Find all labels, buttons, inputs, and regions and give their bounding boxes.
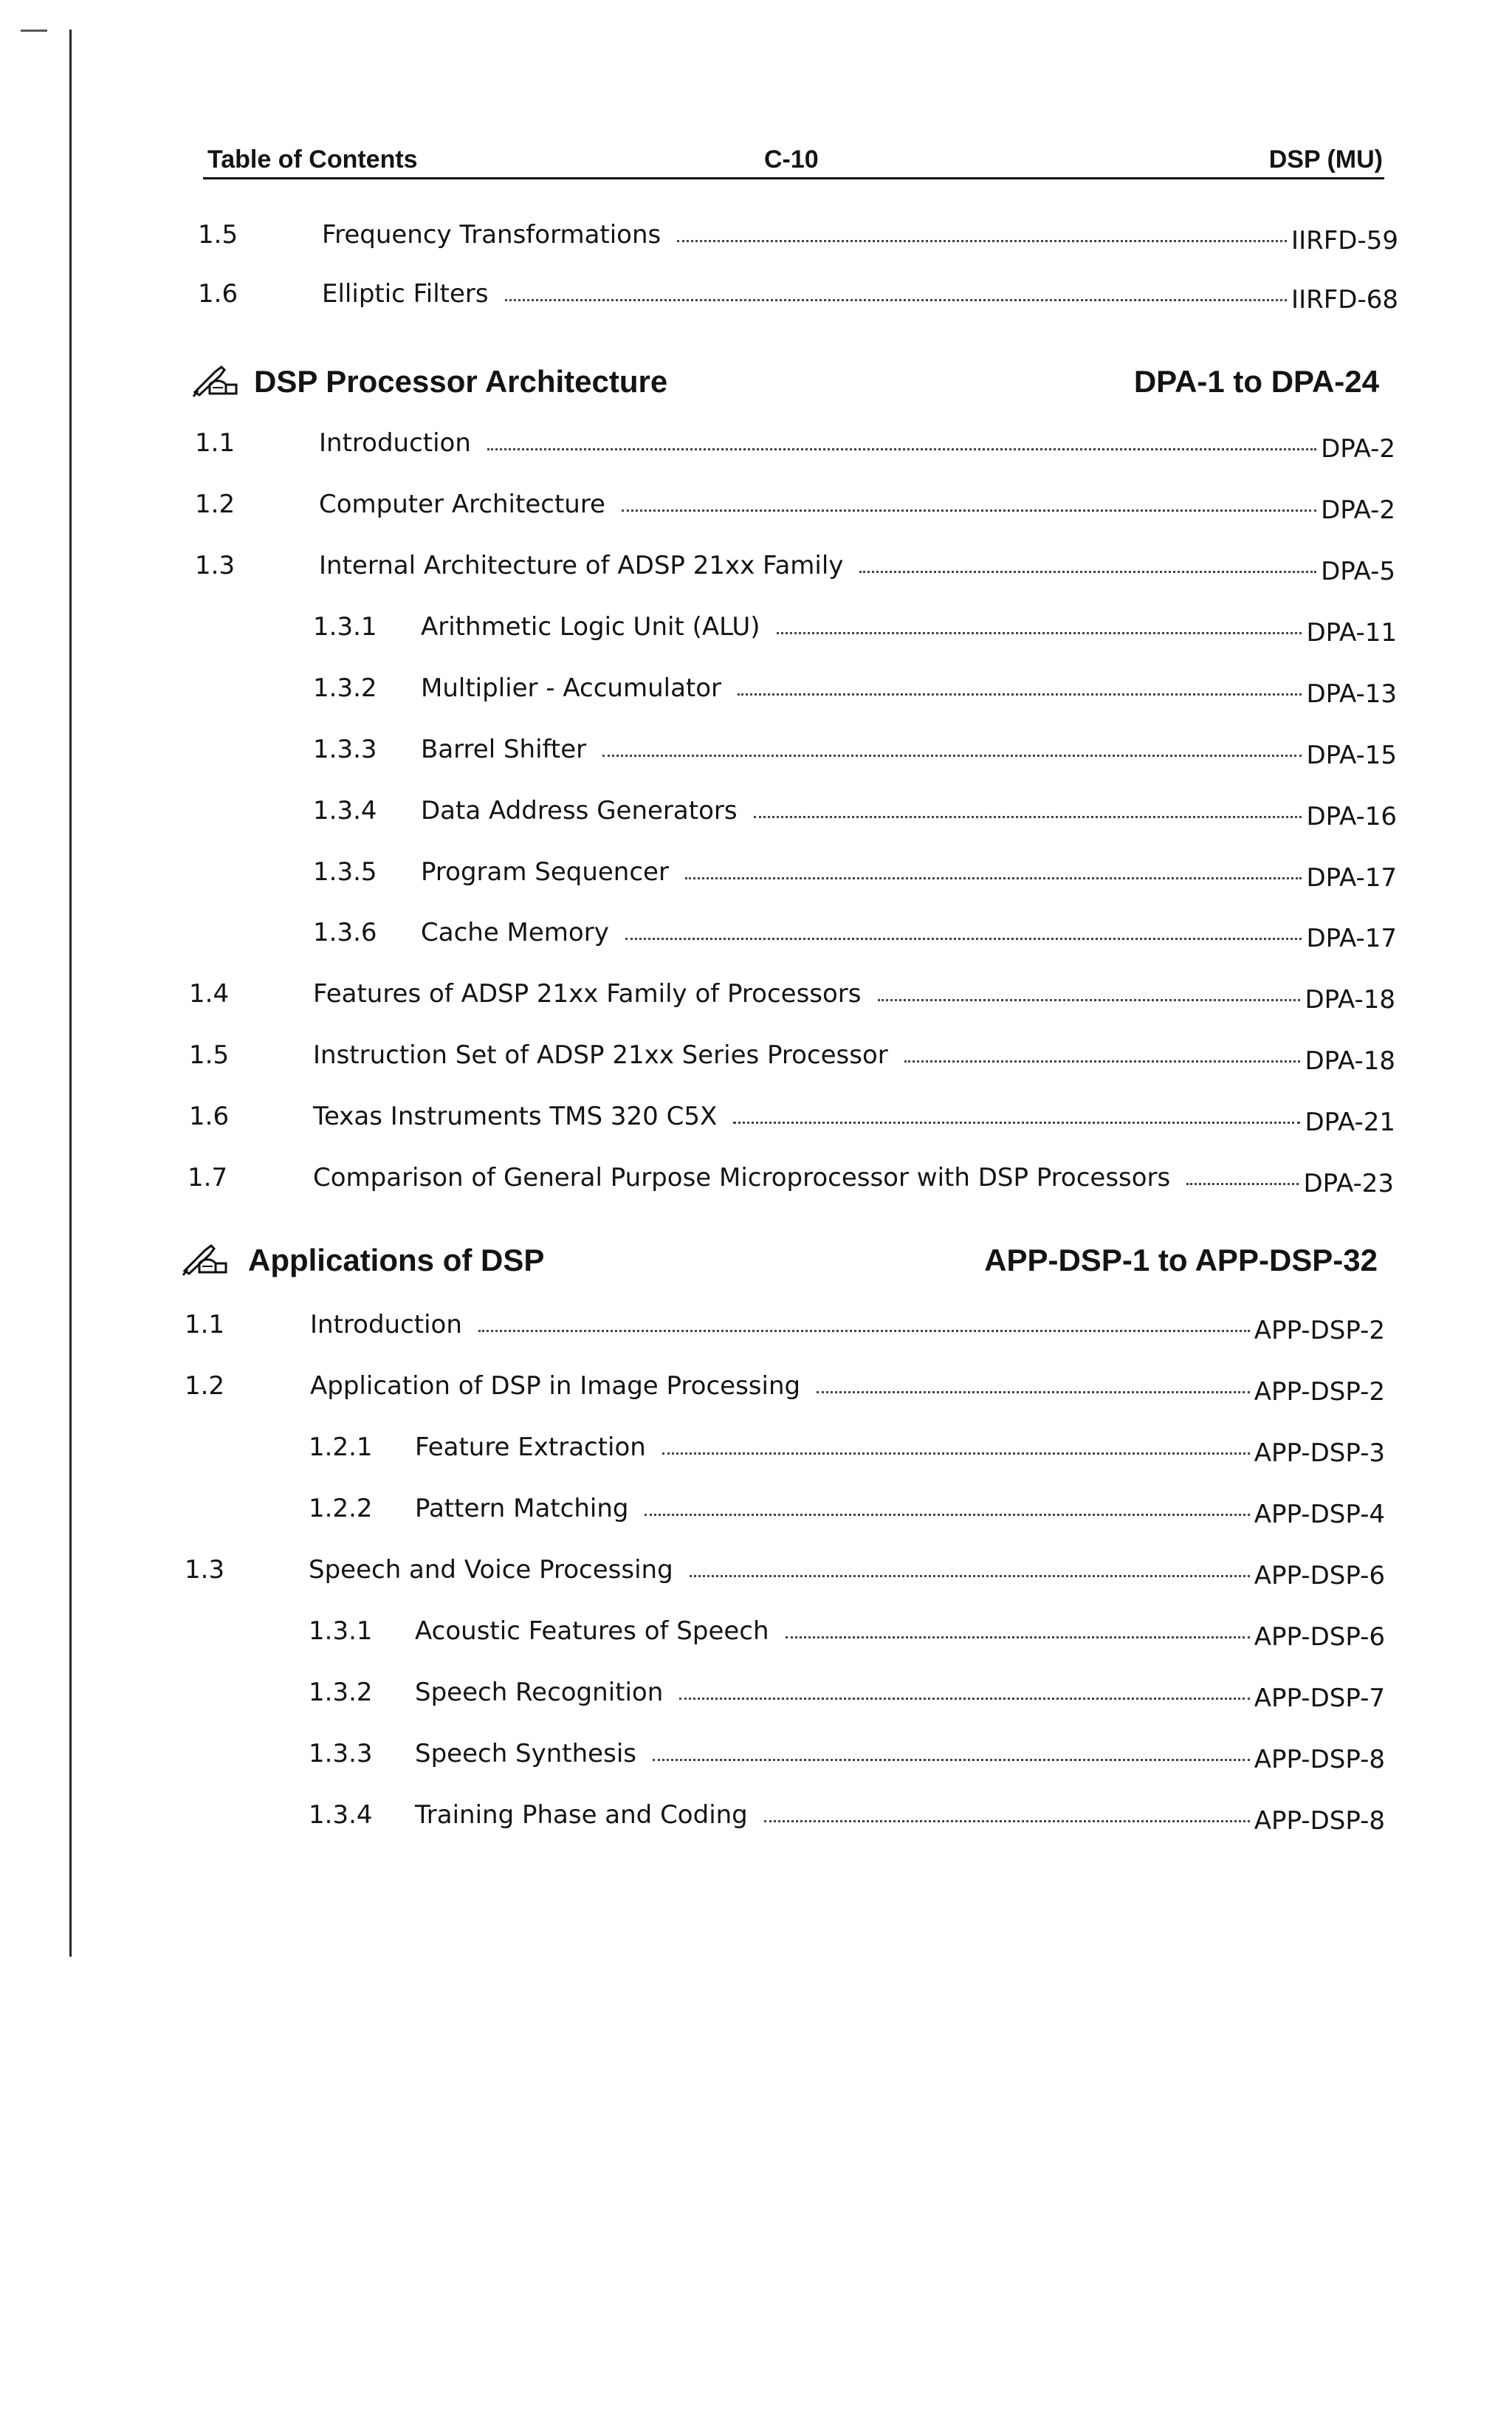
entry-title: Multiplier - Accumulator: [421, 673, 722, 703]
header-left: Table of Contents: [207, 145, 418, 174]
entry-title: Arithmetic Logic Unit (ALU): [421, 612, 760, 642]
leader-dots: [754, 816, 1302, 818]
entry-title: Application of DSP in Image Processing: [310, 1371, 801, 1401]
entry-number: 1.1: [195, 428, 236, 458]
leader-dots: [478, 1330, 1250, 1332]
leader-dots: [859, 571, 1316, 573]
leader-dots: [777, 632, 1302, 634]
entry-number: 1.3.6: [313, 918, 377, 947]
section-page-range: APP-DSP-1 to APP-DSP-32: [984, 1243, 1378, 1277]
entry-title: Cache Memory: [421, 918, 609, 947]
entry-number: 1.3.1: [313, 612, 377, 642]
toc-subentry: [309, 1733, 1385, 1774]
entry-number: 1.3.4: [309, 1800, 373, 1830]
toc-subentry: [313, 606, 1397, 648]
toc-subentry: [313, 668, 1397, 709]
entry-number: 1.3.5: [313, 857, 377, 887]
section-title: Applications of DSP: [248, 1243, 545, 1277]
toc-entry: [198, 273, 1398, 315]
toc-entry: [185, 1304, 1385, 1345]
entry-number: 1.6: [189, 1102, 230, 1131]
toc-subentry: [313, 851, 1397, 893]
entry-page: DPA-2: [1321, 495, 1395, 525]
entry-title: Speech Synthesis: [415, 1739, 636, 1768]
entry-page: DPA-23: [1303, 1169, 1394, 1198]
entry-title: Data Address Generators: [421, 796, 738, 826]
toc-subentry: [309, 1427, 1385, 1468]
binding-edge: [69, 30, 72, 1957]
entry-page: APP-DSP-7: [1254, 1684, 1385, 1713]
entry-number: 1.5: [189, 1040, 230, 1070]
entry-page: DPA-17: [1306, 863, 1397, 893]
entry-page: IIRFD-68: [1291, 285, 1398, 315]
leader-dots: [764, 1820, 1250, 1822]
leader-dots: [878, 999, 1301, 1001]
entry-number: 1.3: [185, 1555, 225, 1585]
entry-page: DPA-18: [1305, 1046, 1395, 1076]
entry-title: Speech Recognition: [415, 1678, 664, 1707]
corner-mark: [21, 30, 47, 32]
leader-dots: [505, 299, 1287, 301]
leader-dots: [645, 1514, 1249, 1516]
entry-number: 1.5: [198, 220, 238, 250]
toc-subentry: [309, 1672, 1385, 1713]
entry-number: 1.3.3: [313, 735, 377, 764]
header-right: DSP (MU): [1268, 145, 1383, 174]
leader-dots: [653, 1759, 1250, 1761]
leader-dots: [904, 1060, 1301, 1063]
header-page-number: C-10: [764, 145, 819, 174]
entry-page: APP-DSP-6: [1254, 1561, 1385, 1590]
toc-entry: [198, 214, 1398, 255]
leader-dots: [690, 1575, 1250, 1577]
entry-number: 1.2: [185, 1371, 225, 1401]
entry-page: APP-DSP-3: [1254, 1438, 1385, 1468]
entry-number: 1.7: [188, 1163, 228, 1193]
entry-page: DPA-5: [1321, 557, 1395, 586]
toc-entry: [195, 545, 1395, 586]
toc-subentry: [313, 729, 1397, 770]
toc-subentry: [309, 1610, 1385, 1652]
entry-page: DPA-15: [1306, 741, 1397, 770]
toc-subentry: [313, 912, 1397, 953]
section-heading: [0, 358, 1512, 417]
entry-number: 1.2.2: [309, 1494, 373, 1523]
toc-entry: [189, 973, 1395, 1015]
entry-title: Training Phase and Coding: [415, 1800, 748, 1830]
leader-dots: [679, 1698, 1250, 1700]
entry-title: Introduction: [310, 1310, 462, 1339]
entry-page: APP-DSP-2: [1254, 1316, 1385, 1345]
writing-hand-icon: [180, 1241, 229, 1277]
section-page-range: DPA-1 to DPA-24: [1133, 364, 1379, 399]
entry-title: Texas Instruments TMS 320 C5X: [313, 1102, 718, 1131]
toc-subentry: [309, 1794, 1385, 1836]
entry-title: Acoustic Features of Speech: [415, 1616, 769, 1646]
toc-subentry: [313, 790, 1397, 831]
entry-page: DPA-17: [1306, 924, 1397, 953]
leader-dots: [602, 755, 1302, 757]
entry-title: Frequency Transformations: [322, 220, 662, 250]
leader-dots: [685, 877, 1302, 879]
entry-title: Internal Architecture of ADSP 21xx Family: [319, 551, 844, 580]
entry-page: DPA-2: [1321, 434, 1395, 464]
entry-title: Program Sequencer: [421, 857, 669, 887]
entry-number: 1.3.2: [313, 673, 377, 703]
leader-dots: [487, 448, 1316, 450]
entry-number: 1.2: [195, 490, 236, 519]
entry-title: Elliptic Filters: [322, 279, 489, 309]
entry-title: Speech and Voice Processing: [309, 1555, 673, 1585]
entry-page: DPA-13: [1306, 679, 1397, 709]
entry-number: 1.2.1: [309, 1432, 373, 1462]
toc-entry: [189, 1096, 1395, 1137]
running-header: [203, 134, 1384, 179]
entry-page: APP-DSP-4: [1254, 1500, 1385, 1529]
entry-title: Comparison of General Purpose Microprocessor with DSP Processors: [313, 1163, 1171, 1193]
leader-dots: [677, 240, 1287, 242]
entry-number: 1.3: [195, 551, 236, 580]
entry-number: 1.3.4: [313, 796, 377, 826]
entry-number: 1.4: [189, 979, 230, 1009]
leader-dots: [817, 1391, 1250, 1393]
entry-number: 1.3.3: [309, 1739, 373, 1768]
leader-dots: [662, 1452, 1250, 1455]
entry-page: IIRFD-59: [1291, 226, 1398, 255]
entry-title: Instruction Set of ADSP 21xx Series Processor: [313, 1040, 888, 1070]
section-heading: [0, 1237, 1512, 1296]
entry-number: 1.3.2: [309, 1678, 373, 1707]
entry-title: Computer Architecture: [319, 490, 605, 519]
leader-dots: [625, 938, 1302, 940]
leader-dots: [738, 693, 1302, 696]
toc-entry: [195, 422, 1395, 464]
entry-number: 1.3.1: [309, 1616, 373, 1646]
toc-entry: [185, 1549, 1385, 1590]
entry-page: APP-DSP-8: [1254, 1806, 1385, 1836]
leader-dots: [733, 1122, 1300, 1124]
entry-number: 1.6: [198, 279, 238, 309]
section-title: DSP Processor Architecture: [254, 364, 668, 399]
entry-title: Pattern Matching: [415, 1494, 629, 1523]
toc-entry: [185, 1365, 1385, 1407]
leader-dots: [622, 509, 1316, 512]
leader-dots: [786, 1636, 1250, 1638]
entry-page: DPA-18: [1305, 985, 1395, 1015]
writing-hand-icon: [190, 363, 239, 398]
entry-page: DPA-11: [1306, 618, 1397, 648]
toc-subentry: [309, 1488, 1385, 1529]
toc-entry: [188, 1157, 1394, 1198]
leader-dots: [1186, 1183, 1299, 1185]
entry-title: Features of ADSP 21xx Family of Processors: [313, 979, 862, 1009]
entry-title: Barrel Shifter: [421, 735, 587, 764]
toc-entry: [189, 1034, 1395, 1076]
entry-title: Introduction: [319, 428, 471, 458]
entry-page: APP-DSP-2: [1254, 1377, 1385, 1407]
entry-page: APP-DSP-6: [1254, 1622, 1385, 1652]
entry-page: APP-DSP-8: [1254, 1745, 1385, 1774]
entry-page: DPA-16: [1306, 802, 1397, 831]
entry-number: 1.1: [185, 1310, 225, 1339]
toc-entry: [195, 484, 1395, 525]
entry-page: DPA-21: [1305, 1108, 1395, 1137]
entry-title: Feature Extraction: [415, 1432, 646, 1462]
